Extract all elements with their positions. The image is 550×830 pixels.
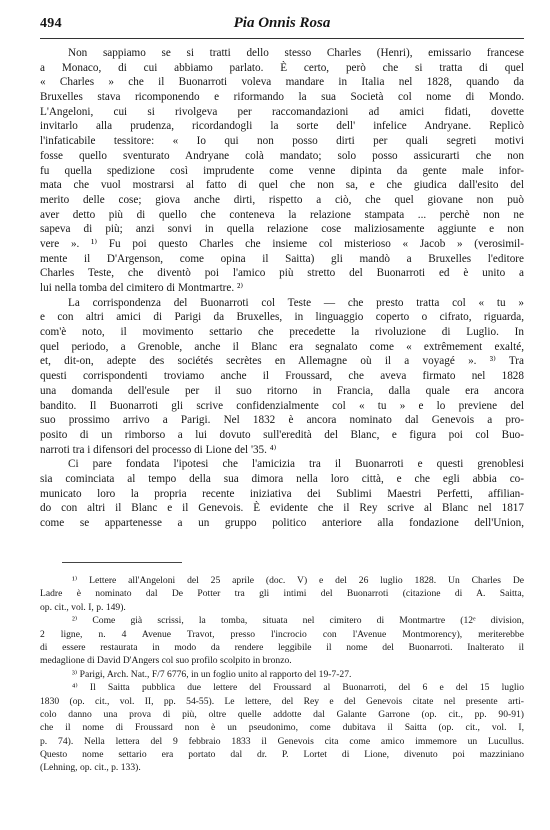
text-line: e con altri amici di Parigi da Bruxelles, in linguaggio coperto o cifrato, riguarda, — [40, 311, 524, 324]
footnote-line: ²⁾ Come già scrissi, la tomba, situata nel cimitero di Montmartre (12ᵉ division, — [72, 615, 524, 627]
text-line: merito delle cose; giova anche dirti, rispetto a ciò, che quel giovane non può — [40, 193, 524, 206]
header-rule — [40, 38, 524, 39]
footnote-line: di essere restaurata in modo da rendere leggibile il nome del Buonarroti. Inalterato il — [40, 641, 524, 653]
text-line: fosse quello sventurato Andryane colà mandato; solo posso assicurarti che non — [40, 149, 524, 162]
page-number: 494 — [40, 16, 62, 31]
text-line: aver detto più di quello che conteneva la relazione stampata ... perchè non ne — [40, 208, 524, 221]
text-line: fu quella spedizione così imprudente come venne dipinta da gente male infor- — [40, 164, 524, 177]
text-line: sapeva di più; anzi sonvi in quella relazione cose maliziosamente aggiunte e non — [40, 223, 524, 236]
text-line: lui nella tomba del cimitero di Montmartre. ²⁾ — [40, 282, 244, 294]
text-line: come se appartenesse a un gruppo politico anteriore alla fondazione dell'Union, — [40, 517, 524, 529]
text-line: La corrispondenza del Buonarroti col Teste — che presto tratta col « tu » — [68, 296, 524, 309]
text-line: l'infaticabile tessitore: « Io qui non posso dirti per quali segreti motivi — [40, 135, 524, 148]
text-line: una domanda dell'esule per il suo ritorno in Francia, dalla quale era ancora — [40, 384, 524, 397]
footnote-line: che il nome di Froussard non è un pseudonimo, come dubitava il Saitta (op. cit., vol. I, — [40, 722, 524, 734]
footnotes — [40, 574, 524, 775]
footnote-line: 2 ligne, n. 4 Avenue Travot, presso l'incrocio con l'Avenue Montmorency), meriterebbe — [40, 628, 524, 640]
footnote-line: 1830 (op. cit., vol. II, pp. 54-55). Le lettere, del Rey e del Genevois citate nel presente arti- — [40, 695, 524, 707]
text-line: bandito. Il Buonarroti gli scrive confidenzialmente col « tu » e lo previene del — [40, 399, 524, 412]
text-line: questi corrispondenti troviamo anche il Froussard, che aveva firmato nel 1828 — [40, 370, 524, 383]
footnote-line: Questo nome settario era portato dal dr. P. Lortet di Lione, divenuto poi mazziniano — [40, 749, 524, 761]
running-title: Pia Onnis Rosa — [233, 15, 331, 31]
footnote-line: colo danno una prova di più, oltre quelle addotte dal Galante Garrone (op. cit., pp. 90-91) — [40, 708, 524, 720]
text-line: quel periodo, a Grenoble, anche il Blanc era segnalato come « extrêmement exalté, — [40, 340, 524, 353]
text-line: municato loro la propria recente iniziativa dei Sublimi Maestri Perfetti, affilian- — [40, 487, 524, 500]
main-text — [40, 46, 524, 531]
text-line: posito di un rimborso a lui dovuto sull'eredità del Blanc, e figura poi col Buo- — [40, 428, 524, 441]
footnote-line: ⁴⁾ Il Saitta pubblica due lettere del Froussard al Buonarroti, del 6 e del 15 luglio — [72, 682, 524, 694]
text-line: Bruxelles stava ricomponendo e riformando la sua Società col nome di Mondo. — [40, 91, 524, 104]
text-line: L'Angeloni, cui si rivolgeva per raccomandazioni ad amici fidati, dovette — [40, 105, 524, 118]
text-line: « Charles » che il Buonarroti voleva mandare in Italia nel 1828, quando da — [40, 76, 524, 89]
page-header — [40, 14, 524, 36]
footnote-line: ¹⁾ Lettere all'Angeloni del 25 aprile (doc. V) e del 26 luglio 1828. Un Charles De — [72, 575, 524, 586]
text-line: mata che vuol mostrarsi al fatto di quel che non sa, e che giudica dall'esito del — [40, 179, 524, 192]
footnote-line: ³⁾ Parigi, Arch. Nat., F/7 6776, in un foglio unito al rapporto del 19-7-27. — [72, 668, 352, 680]
text-line: vere ». ¹⁾ Fu poi questo Charles che insieme col misterioso « Jacob » (verosimil- — [40, 237, 524, 250]
text-line: Charles Teste, che diventò poi l'amico più stretto del Buonarroti ed è unito a — [40, 267, 524, 280]
footnote-line: p. 74). Nella lettera del 9 febbraio 1833 il Genevois cita come amico immemore un Lucullus. — [40, 735, 524, 747]
text-line: sia cominciata al tempo della sua dimora nella loro città, e che egli abbia co- — [40, 472, 524, 485]
footnote-line: (Lehning, op. cit., p. 133). — [40, 762, 141, 774]
text-line: do con altri il Blanc e il Genevois. È evidente che il Rey scrive al Blanc nel 1817 — [40, 502, 524, 515]
text-line: Ci pare fondata l'ipotesi che l'amicizia tra il Buonarroti e questi grenoblesi — [68, 458, 524, 471]
footnote-line: medaglione di David D'Angers col suo profilo scolpito in bronzo. — [40, 655, 292, 667]
text-line: invitarlo alla prudenza, ricordandogli la sorte dell' infelice Andryane. Replicò — [40, 120, 524, 133]
text-line: a Monaco, di cui abbiamo parlato. È certo, però che si tratta di quel — [40, 61, 524, 74]
text-line: com'è noto, il movimento settario che precedette la rivoluzione di Luglio. In — [40, 326, 524, 339]
text-line: mente il D'Argenson, come opina il Saitta) gli mandò a Bruxelles l'editore — [40, 252, 524, 265]
text-line: suo prossimo arrivo a Parigi. Nel 1832 è ancora nominato dal Genevois a pro- — [40, 414, 524, 427]
footnote-separator — [62, 562, 182, 563]
footnote-line: op. cit., vol. I, p. 149). — [40, 601, 126, 613]
text-line: et, dit-on, adepte des sociétés secrètes en Allemagne où il a voyagé ». ³⁾ Tra — [40, 355, 524, 368]
footnote-line: Ladre è nominato dal De Potter tra gli intimi del Buonarroti (citazione di A. Saitta, — [40, 588, 524, 600]
text-line: Non sappiamo se si tratti dello stesso Charles (Henri), emissario francese — [68, 47, 524, 59]
text-line: narroti tra i difensori del processo di Lione del '35. ⁴⁾ — [40, 443, 277, 456]
